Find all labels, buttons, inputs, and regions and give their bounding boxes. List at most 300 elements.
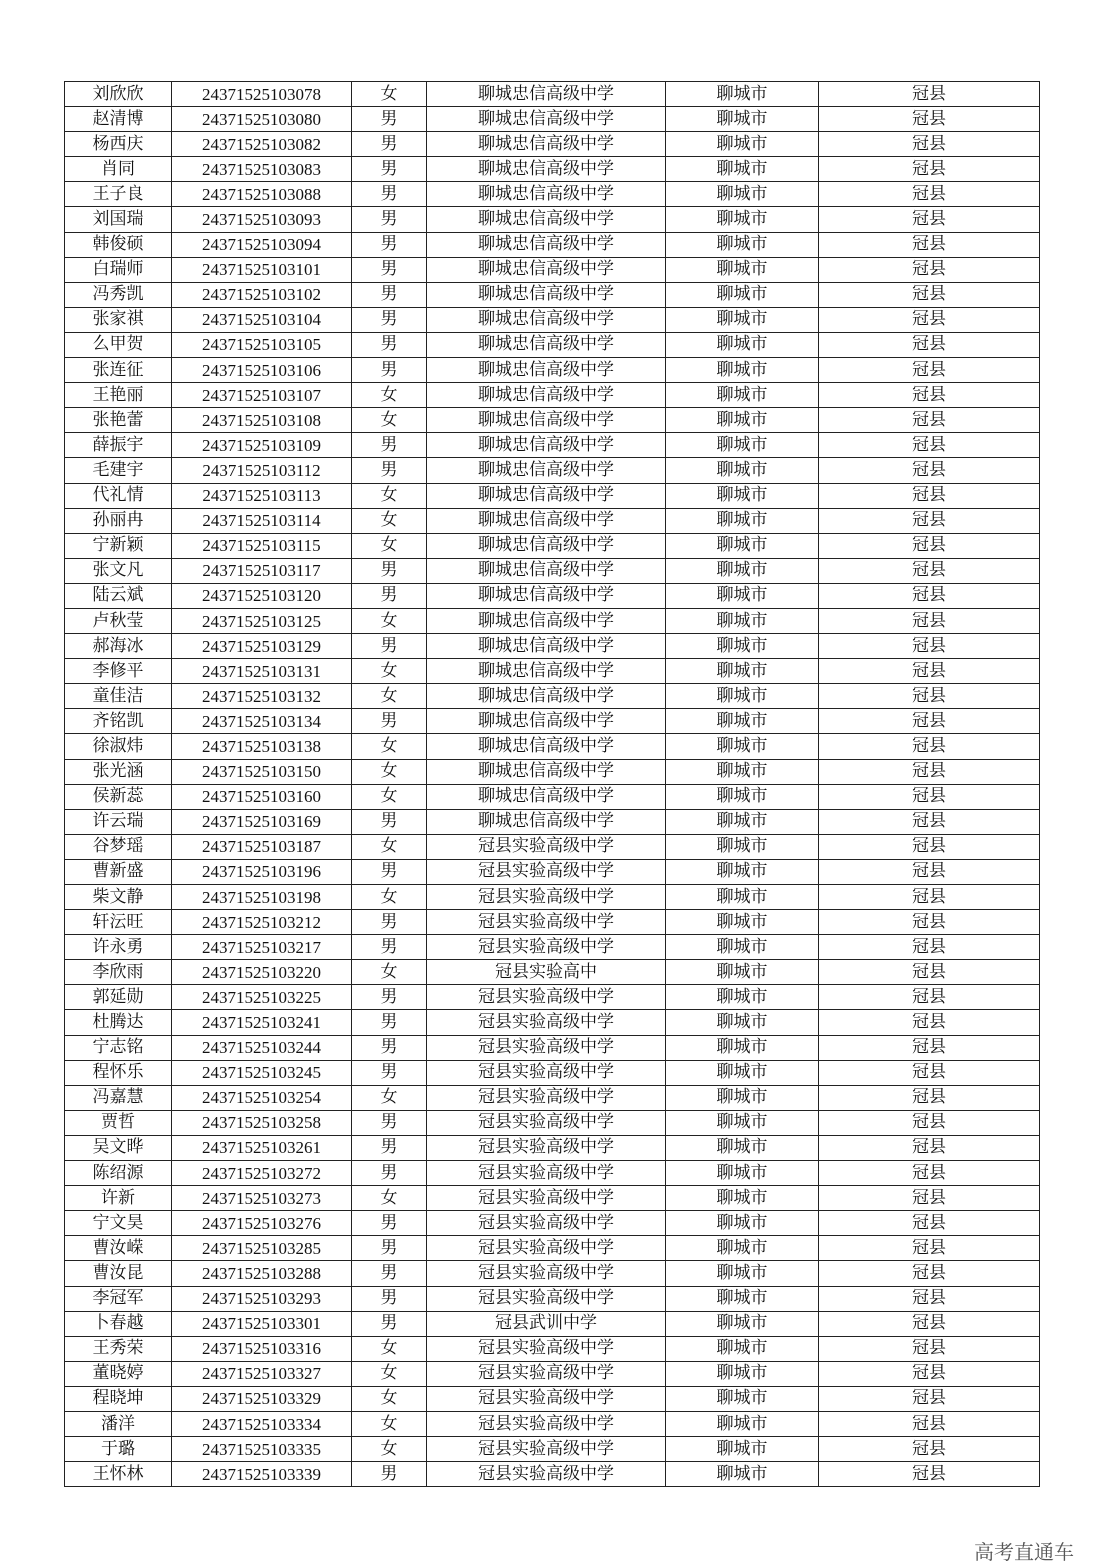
gender-cell: 男: [352, 157, 427, 182]
county-cell: 冠县: [819, 257, 1040, 282]
name-cell: 齐铭凯: [65, 709, 172, 734]
county-cell: 冠县: [819, 1336, 1040, 1361]
exam-id-cell: 24371525103217: [172, 935, 352, 960]
name-cell: 张文凡: [65, 558, 172, 583]
city-cell: 聊城市: [666, 282, 819, 307]
school-cell: 冠县实验高级中学: [427, 1161, 666, 1186]
county-cell: 冠县: [819, 1261, 1040, 1286]
gender-cell: 男: [352, 282, 427, 307]
county-cell: 冠县: [819, 910, 1040, 935]
city-cell: 聊城市: [666, 483, 819, 508]
school-cell: 冠县实验高级中学: [427, 1135, 666, 1160]
name-cell: 程怀乐: [65, 1060, 172, 1085]
exam-id-cell: 24371525103120: [172, 583, 352, 608]
table-row: [65, 257, 1040, 282]
exam-id-cell: 24371525103150: [172, 759, 352, 784]
name-cell: 曹汝昆: [65, 1261, 172, 1286]
exam-id-cell: 24371525103276: [172, 1211, 352, 1236]
table-row: [65, 383, 1040, 408]
gender-cell: 女: [352, 734, 427, 759]
county-cell: 冠县: [819, 1361, 1040, 1386]
gender-cell: 男: [352, 910, 427, 935]
school-cell: 聊城忠信高级中学: [427, 408, 666, 433]
school-cell: 聊城忠信高级中学: [427, 734, 666, 759]
gender-cell: 女: [352, 1437, 427, 1462]
city-cell: 聊城市: [666, 684, 819, 709]
gender-cell: 男: [352, 307, 427, 332]
school-cell: 冠县实验高级中学: [427, 1236, 666, 1261]
gender-cell: 男: [352, 935, 427, 960]
city-cell: 聊城市: [666, 1336, 819, 1361]
name-cell: 薛振宇: [65, 433, 172, 458]
exam-id-cell: 24371525103258: [172, 1110, 352, 1135]
exam-id-cell: 24371525103254: [172, 1085, 352, 1110]
table-row: [65, 1060, 1040, 1085]
school-cell: 聊城忠信高级中学: [427, 257, 666, 282]
city-cell: 聊城市: [666, 332, 819, 357]
exam-id-cell: 24371525103335: [172, 1437, 352, 1462]
name-cell: 贾哲: [65, 1110, 172, 1135]
gender-cell: 男: [352, 1035, 427, 1060]
city-cell: 聊城市: [666, 1386, 819, 1411]
gender-cell: 女: [352, 960, 427, 985]
county-cell: 冠县: [819, 408, 1040, 433]
county-cell: 冠县: [819, 734, 1040, 759]
gender-cell: 女: [352, 1336, 427, 1361]
city-cell: 聊城市: [666, 107, 819, 132]
school-cell: 冠县实验高级中学: [427, 1462, 666, 1487]
table-row: [65, 734, 1040, 759]
exam-id-cell: 24371525103129: [172, 634, 352, 659]
table-row: [65, 433, 1040, 458]
city-cell: 聊城市: [666, 1286, 819, 1311]
county-cell: 冠县: [819, 834, 1040, 859]
school-cell: 冠县实验高级中学: [427, 1110, 666, 1135]
exam-id-cell: 24371525103132: [172, 684, 352, 709]
table-row: [65, 533, 1040, 558]
school-cell: 冠县实验高中: [427, 960, 666, 985]
county-cell: 冠县: [819, 1411, 1040, 1436]
school-cell: 冠县实验高级中学: [427, 1411, 666, 1436]
name-cell: 谷梦瑶: [65, 834, 172, 859]
city-cell: 聊城市: [666, 583, 819, 608]
table-row: [65, 307, 1040, 332]
county-cell: 冠县: [819, 1286, 1040, 1311]
school-cell: 聊城忠信高级中学: [427, 583, 666, 608]
name-cell: 冯秀凯: [65, 282, 172, 307]
county-cell: 冠县: [819, 282, 1040, 307]
gender-cell: 男: [352, 1010, 427, 1035]
county-cell: 冠县: [819, 332, 1040, 357]
city-cell: 聊城市: [666, 182, 819, 207]
exam-id-cell: 24371525103094: [172, 232, 352, 257]
exam-id-cell: 24371525103339: [172, 1462, 352, 1487]
school-cell: 冠县实验高级中学: [427, 910, 666, 935]
gender-cell: 男: [352, 132, 427, 157]
school-cell: 聊城忠信高级中学: [427, 659, 666, 684]
name-cell: 郝海冰: [65, 634, 172, 659]
school-cell: 冠县实验高级中学: [427, 935, 666, 960]
city-cell: 聊城市: [666, 508, 819, 533]
table-row: [65, 1261, 1040, 1286]
city-cell: 聊城市: [666, 458, 819, 483]
name-cell: 张连征: [65, 358, 172, 383]
name-cell: 代礼情: [65, 483, 172, 508]
gender-cell: 男: [352, 1060, 427, 1085]
county-cell: 冠县: [819, 533, 1040, 558]
city-cell: 聊城市: [666, 1437, 819, 1462]
exam-id-cell: 24371525103261: [172, 1135, 352, 1160]
city-cell: 聊城市: [666, 1110, 819, 1135]
gender-cell: 男: [352, 1135, 427, 1160]
name-cell: 毛建宇: [65, 458, 172, 483]
city-cell: 聊城市: [666, 960, 819, 985]
school-cell: 聊城忠信高级中学: [427, 207, 666, 232]
gender-cell: 女: [352, 408, 427, 433]
table-row: [65, 634, 1040, 659]
gender-cell: 女: [352, 1361, 427, 1386]
county-cell: 冠县: [819, 809, 1040, 834]
table-row: [65, 608, 1040, 633]
city-cell: 聊城市: [666, 1411, 819, 1436]
name-cell: 王怀林: [65, 1462, 172, 1487]
table-row: [65, 1336, 1040, 1361]
watermark-text: 高考直通车: [974, 1540, 1074, 1564]
county-cell: 冠县: [819, 558, 1040, 583]
city-cell: 聊城市: [666, 433, 819, 458]
exam-id-cell: 24371525103316: [172, 1336, 352, 1361]
gender-cell: 男: [352, 257, 427, 282]
name-cell: 卜春越: [65, 1311, 172, 1336]
county-cell: 冠县: [819, 207, 1040, 232]
gender-cell: 男: [352, 1211, 427, 1236]
name-cell: 肖同: [65, 157, 172, 182]
exam-id-cell: 24371525103108: [172, 408, 352, 433]
county-cell: 冠县: [819, 483, 1040, 508]
city-cell: 聊城市: [666, 1135, 819, 1160]
exam-id-cell: 24371525103301: [172, 1311, 352, 1336]
table-row: [65, 1236, 1040, 1261]
table-row: [65, 408, 1040, 433]
city-cell: 聊城市: [666, 1462, 819, 1487]
name-cell: 童佳洁: [65, 684, 172, 709]
exam-id-cell: 24371525103080: [172, 107, 352, 132]
table-row: [65, 358, 1040, 383]
school-cell: 聊城忠信高级中学: [427, 282, 666, 307]
name-cell: 徐淑炜: [65, 734, 172, 759]
name-cell: 张艳蕾: [65, 408, 172, 433]
county-cell: 冠县: [819, 1462, 1040, 1487]
gender-cell: 女: [352, 533, 427, 558]
school-cell: 冠县实验高级中学: [427, 859, 666, 884]
city-cell: 聊城市: [666, 734, 819, 759]
school-cell: 冠县实验高级中学: [427, 834, 666, 859]
county-cell: 冠县: [819, 1135, 1040, 1160]
city-cell: 聊城市: [666, 1010, 819, 1035]
school-cell: 聊城忠信高级中学: [427, 307, 666, 332]
county-cell: 冠县: [819, 358, 1040, 383]
county-cell: 冠县: [819, 684, 1040, 709]
city-cell: 聊城市: [666, 132, 819, 157]
exam-id-cell: 24371525103138: [172, 734, 352, 759]
county-cell: 冠县: [819, 1211, 1040, 1236]
table-row: [65, 1437, 1040, 1462]
name-cell: 柴文静: [65, 885, 172, 910]
table-row: [65, 885, 1040, 910]
exam-id-cell: 24371525103212: [172, 910, 352, 935]
table-row: [65, 107, 1040, 132]
county-cell: 冠县: [819, 107, 1040, 132]
table-row: [65, 82, 1040, 107]
county-cell: 冠县: [819, 859, 1040, 884]
school-cell: 聊城忠信高级中学: [427, 383, 666, 408]
table-row: [65, 332, 1040, 357]
city-cell: 聊城市: [666, 634, 819, 659]
county-cell: 冠县: [819, 433, 1040, 458]
table-row: [65, 1035, 1040, 1060]
city-cell: 聊城市: [666, 1311, 819, 1336]
name-cell: 孙丽冉: [65, 508, 172, 533]
exam-id-cell: 24371525103115: [172, 533, 352, 558]
table-row: [65, 483, 1040, 508]
table-row: [65, 157, 1040, 182]
exam-id-cell: 24371525103131: [172, 659, 352, 684]
county-cell: 冠县: [819, 634, 1040, 659]
name-cell: 卢秋莹: [65, 608, 172, 633]
gender-cell: 男: [352, 1286, 427, 1311]
name-cell: 曹新盛: [65, 859, 172, 884]
name-cell: 郭延勋: [65, 985, 172, 1010]
county-cell: 冠县: [819, 1085, 1040, 1110]
exam-id-cell: 24371525103187: [172, 834, 352, 859]
exam-id-cell: 24371525103101: [172, 257, 352, 282]
school-cell: 聊城忠信高级中学: [427, 684, 666, 709]
county-cell: 冠县: [819, 608, 1040, 633]
school-cell: 聊城忠信高级中学: [427, 458, 666, 483]
exam-id-cell: 24371525103244: [172, 1035, 352, 1060]
exam-id-cell: 24371525103134: [172, 709, 352, 734]
table-row: [65, 1161, 1040, 1186]
school-cell: 冠县实验高级中学: [427, 1186, 666, 1211]
name-cell: 许新: [65, 1186, 172, 1211]
name-cell: 许云瑞: [65, 809, 172, 834]
name-cell: 曹汝嵘: [65, 1236, 172, 1261]
gender-cell: 男: [352, 1462, 427, 1487]
county-cell: 冠县: [819, 307, 1040, 332]
exam-id-cell: 24371525103083: [172, 157, 352, 182]
exam-id-cell: 24371525103088: [172, 182, 352, 207]
table-row: [65, 834, 1040, 859]
table-row: [65, 684, 1040, 709]
table-row: [65, 960, 1040, 985]
table-body: [65, 82, 1040, 1487]
school-cell: 冠县实验高级中学: [427, 1211, 666, 1236]
city-cell: 聊城市: [666, 659, 819, 684]
gender-cell: 女: [352, 1085, 427, 1110]
school-cell: 聊城忠信高级中学: [427, 332, 666, 357]
school-cell: 聊城忠信高级中学: [427, 759, 666, 784]
county-cell: 冠县: [819, 132, 1040, 157]
school-cell: 冠县实验高级中学: [427, 1035, 666, 1060]
table-row: [65, 809, 1040, 834]
city-cell: 聊城市: [666, 1161, 819, 1186]
school-cell: 冠县实验高级中学: [427, 1386, 666, 1411]
gender-cell: 女: [352, 659, 427, 684]
table-row: [65, 1411, 1040, 1436]
name-cell: 杜腾达: [65, 1010, 172, 1035]
city-cell: 聊城市: [666, 232, 819, 257]
city-cell: 聊城市: [666, 859, 819, 884]
name-cell: 刘国瑞: [65, 207, 172, 232]
name-cell: 刘欣欣: [65, 82, 172, 107]
table-row: [65, 583, 1040, 608]
county-cell: 冠县: [819, 1161, 1040, 1186]
school-cell: 冠县实验高级中学: [427, 1261, 666, 1286]
county-cell: 冠县: [819, 659, 1040, 684]
county-cell: 冠县: [819, 784, 1040, 809]
school-cell: 冠县实验高级中学: [427, 1010, 666, 1035]
gender-cell: 男: [352, 634, 427, 659]
exam-id-cell: 24371525103272: [172, 1161, 352, 1186]
county-cell: 冠县: [819, 1110, 1040, 1135]
school-cell: 聊城忠信高级中学: [427, 433, 666, 458]
table-row: [65, 558, 1040, 583]
gender-cell: 男: [352, 558, 427, 583]
gender-cell: 男: [352, 1311, 427, 1336]
school-cell: 冠县实验高级中学: [427, 985, 666, 1010]
county-cell: 冠县: [819, 1236, 1040, 1261]
gender-cell: 男: [352, 583, 427, 608]
county-cell: 冠县: [819, 935, 1040, 960]
name-cell: 冯嘉慧: [65, 1085, 172, 1110]
city-cell: 聊城市: [666, 157, 819, 182]
gender-cell: 男: [352, 107, 427, 132]
name-cell: 于璐: [65, 1437, 172, 1462]
city-cell: 聊城市: [666, 834, 819, 859]
county-cell: 冠县: [819, 182, 1040, 207]
exam-id-cell: 24371525103196: [172, 859, 352, 884]
exam-id-cell: 24371525103106: [172, 358, 352, 383]
city-cell: 聊城市: [666, 383, 819, 408]
city-cell: 聊城市: [666, 1186, 819, 1211]
city-cell: 聊城市: [666, 82, 819, 107]
exam-id-cell: 24371525103334: [172, 1411, 352, 1436]
table-row: [65, 508, 1040, 533]
table-row: [65, 207, 1040, 232]
city-cell: 聊城市: [666, 533, 819, 558]
table-row: [65, 910, 1040, 935]
exam-id-cell: 24371525103169: [172, 809, 352, 834]
school-cell: 聊城忠信高级中学: [427, 232, 666, 257]
exam-id-cell: 24371525103245: [172, 1060, 352, 1085]
exam-id-cell: 24371525103125: [172, 608, 352, 633]
table-row: [65, 1462, 1040, 1487]
name-cell: 李修平: [65, 659, 172, 684]
gender-cell: 女: [352, 608, 427, 633]
county-cell: 冠县: [819, 383, 1040, 408]
gender-cell: 男: [352, 332, 427, 357]
county-cell: 冠县: [819, 232, 1040, 257]
name-cell: 程晓坤: [65, 1386, 172, 1411]
exam-id-cell: 24371525103160: [172, 784, 352, 809]
name-cell: 宁文昊: [65, 1211, 172, 1236]
gender-cell: 男: [352, 709, 427, 734]
gender-cell: 男: [352, 809, 427, 834]
name-cell: 宁志铭: [65, 1035, 172, 1060]
county-cell: 冠县: [819, 1186, 1040, 1211]
table-row: [65, 709, 1040, 734]
gender-cell: 女: [352, 1411, 427, 1436]
county-cell: 冠县: [819, 1437, 1040, 1462]
gender-cell: 男: [352, 207, 427, 232]
school-cell: 聊城忠信高级中学: [427, 483, 666, 508]
school-cell: 聊城忠信高级中学: [427, 107, 666, 132]
city-cell: 聊城市: [666, 709, 819, 734]
city-cell: 聊城市: [666, 558, 819, 583]
table-row: [65, 1286, 1040, 1311]
exam-id-cell: 24371525103113: [172, 483, 352, 508]
city-cell: 聊城市: [666, 1261, 819, 1286]
exam-id-cell: 24371525103241: [172, 1010, 352, 1035]
gender-cell: 男: [352, 859, 427, 884]
school-cell: 聊城忠信高级中学: [427, 157, 666, 182]
table-row: [65, 759, 1040, 784]
name-cell: 李冠军: [65, 1286, 172, 1311]
gender-cell: 女: [352, 483, 427, 508]
exam-id-cell: 24371525103082: [172, 132, 352, 157]
county-cell: 冠县: [819, 82, 1040, 107]
exam-id-cell: 24371525103102: [172, 282, 352, 307]
gender-cell: 男: [352, 985, 427, 1010]
name-cell: 王子良: [65, 182, 172, 207]
city-cell: 聊城市: [666, 408, 819, 433]
name-cell: 陈绍源: [65, 1161, 172, 1186]
school-cell: 聊城忠信高级中学: [427, 533, 666, 558]
exam-id-cell: 24371525103117: [172, 558, 352, 583]
city-cell: 聊城市: [666, 935, 819, 960]
city-cell: 聊城市: [666, 1236, 819, 1261]
gender-cell: 女: [352, 1186, 427, 1211]
school-cell: 聊城忠信高级中学: [427, 132, 666, 157]
school-cell: 冠县实验高级中学: [427, 1336, 666, 1361]
school-cell: 聊城忠信高级中学: [427, 709, 666, 734]
table-row: [65, 1085, 1040, 1110]
city-cell: 聊城市: [666, 1035, 819, 1060]
county-cell: 冠县: [819, 709, 1040, 734]
school-cell: 聊城忠信高级中学: [427, 809, 666, 834]
name-cell: 许永勇: [65, 935, 172, 960]
county-cell: 冠县: [819, 1010, 1040, 1035]
school-cell: 聊城忠信高级中学: [427, 182, 666, 207]
exam-id-cell: 24371525103107: [172, 383, 352, 408]
exam-id-cell: 24371525103114: [172, 508, 352, 533]
school-cell: 冠县武训中学: [427, 1311, 666, 1336]
school-cell: 冠县实验高级中学: [427, 1060, 666, 1085]
city-cell: 聊城市: [666, 257, 819, 282]
gender-cell: 女: [352, 784, 427, 809]
city-cell: 聊城市: [666, 809, 819, 834]
city-cell: 聊城市: [666, 307, 819, 332]
gender-cell: 男: [352, 232, 427, 257]
gender-cell: 男: [352, 1261, 427, 1286]
exam-id-cell: 24371525103104: [172, 307, 352, 332]
school-cell: 聊城忠信高级中学: [427, 558, 666, 583]
county-cell: 冠县: [819, 985, 1040, 1010]
school-cell: 冠县实验高级中学: [427, 1361, 666, 1386]
name-cell: 杨西庆: [65, 132, 172, 157]
table-row: [65, 1010, 1040, 1035]
exam-id-cell: 24371525103288: [172, 1261, 352, 1286]
